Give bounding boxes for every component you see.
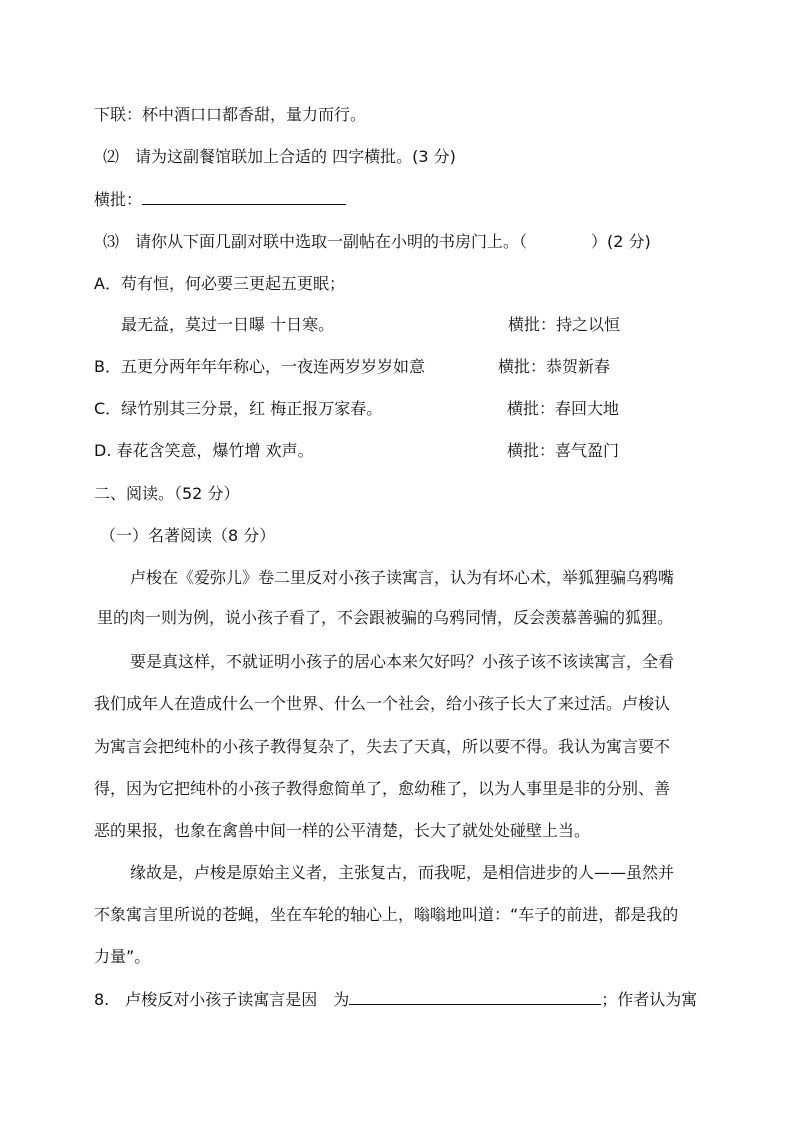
couplet-xialian: 下联：杯中酒口口都香甜，量力而行。 [94, 105, 367, 124]
option-a-hengpi: 横批：持之以恒 [508, 315, 621, 334]
passage-p2-line-5: 恶的果报，也象在禽兽中间一样的公平清楚，长大了就处处碰壁上当。 [94, 821, 591, 840]
option-a-line-2: 最无益，莫过一日曝 十日寒。 [121, 315, 335, 334]
question-8 [94, 989, 697, 1011]
option-d: D. 春花含笑意，爆竹增 欢声。 [94, 441, 314, 460]
passage-p2-line-2: 我们成年人在造成什么一个世界、什么一个社会，给小孩子长大了来过活。卢梭认 [94, 694, 671, 713]
passage-p3-line-1: 缘故是，卢梭是原始主义者，主张复古，而我呢，是相信进步的人——虽然并 [130, 863, 675, 882]
passage-p1-line-2: 里的肉一则为例，说小孩子看了，不会跟被骗的乌鸦同情，反会羡慕善骗的狐狸。 [97, 608, 674, 627]
passage-p1-line-1: 卢梭在《爱弥儿》卷二里反对小孩子读寓言，认为有坏心术，举狐狸骗乌鸦嘴 [130, 568, 675, 587]
question-3 [103, 231, 651, 253]
option-a-line-1: A．苟有恒，何必要三更起五更眠； [94, 274, 345, 293]
option-c-hengpi: 横批：春回大地 [507, 399, 620, 418]
passage-p2-line-4: 得，因为它把纯朴的小孩子教得愈简单了，愈幼稚了，以为人事里是非的分别、善 [94, 779, 671, 798]
hengpi-blank[interactable] [142, 190, 346, 205]
passage-p3-line-3: 力量”。 [94, 947, 151, 966]
subsection-1-heading: （一）名著阅读（8 分） [100, 526, 276, 545]
passage-p2-line-1: 要是真这样，不就证明小孩子的居心本来欠好吗？小孩子该不该读寓言，全看 [130, 652, 675, 671]
hengpi-answer-line [94, 189, 346, 211]
hengpi-label: 横批： [94, 190, 143, 209]
question-8-continuation: ；作者认为寓 [601, 990, 698, 1009]
question-2: ⑵ 请为这副餐馆联加上合适的 四字横批。(3 分) [103, 147, 456, 166]
question-3-text: ⑶ 请你从下面几副对联中选取一副帖在小明的书房门上。（ [103, 232, 528, 251]
question-8-blank[interactable] [349, 990, 601, 1005]
option-b-hengpi: 横批：恭贺新春 [498, 357, 611, 376]
section-2-heading: 二、阅读。（52 分） [94, 484, 240, 503]
question-8-text: 8. 卢梭反对小孩子读寓言是因 为 [94, 990, 350, 1009]
option-c: C．绿竹别其三分景，红 梅正报万家春。 [94, 399, 383, 418]
question-3-score: ）(2 分) [591, 232, 651, 251]
option-b: B．五更分两年年年称心，一夜连两岁岁岁如意 [94, 357, 425, 376]
passage-p2-line-3: 为寓言会把纯朴的小孩子教得复杂了，失去了天真，所以要不得。我认为寓言要不 [94, 737, 671, 756]
passage-p3-line-2: 不象寓言里所说的苍蝇，坐在车轮的轴心上，嗡嗡地叫道：“车子的前进，都是我的 [94, 905, 679, 924]
option-d-hengpi: 横批：喜气盈门 [507, 441, 620, 460]
